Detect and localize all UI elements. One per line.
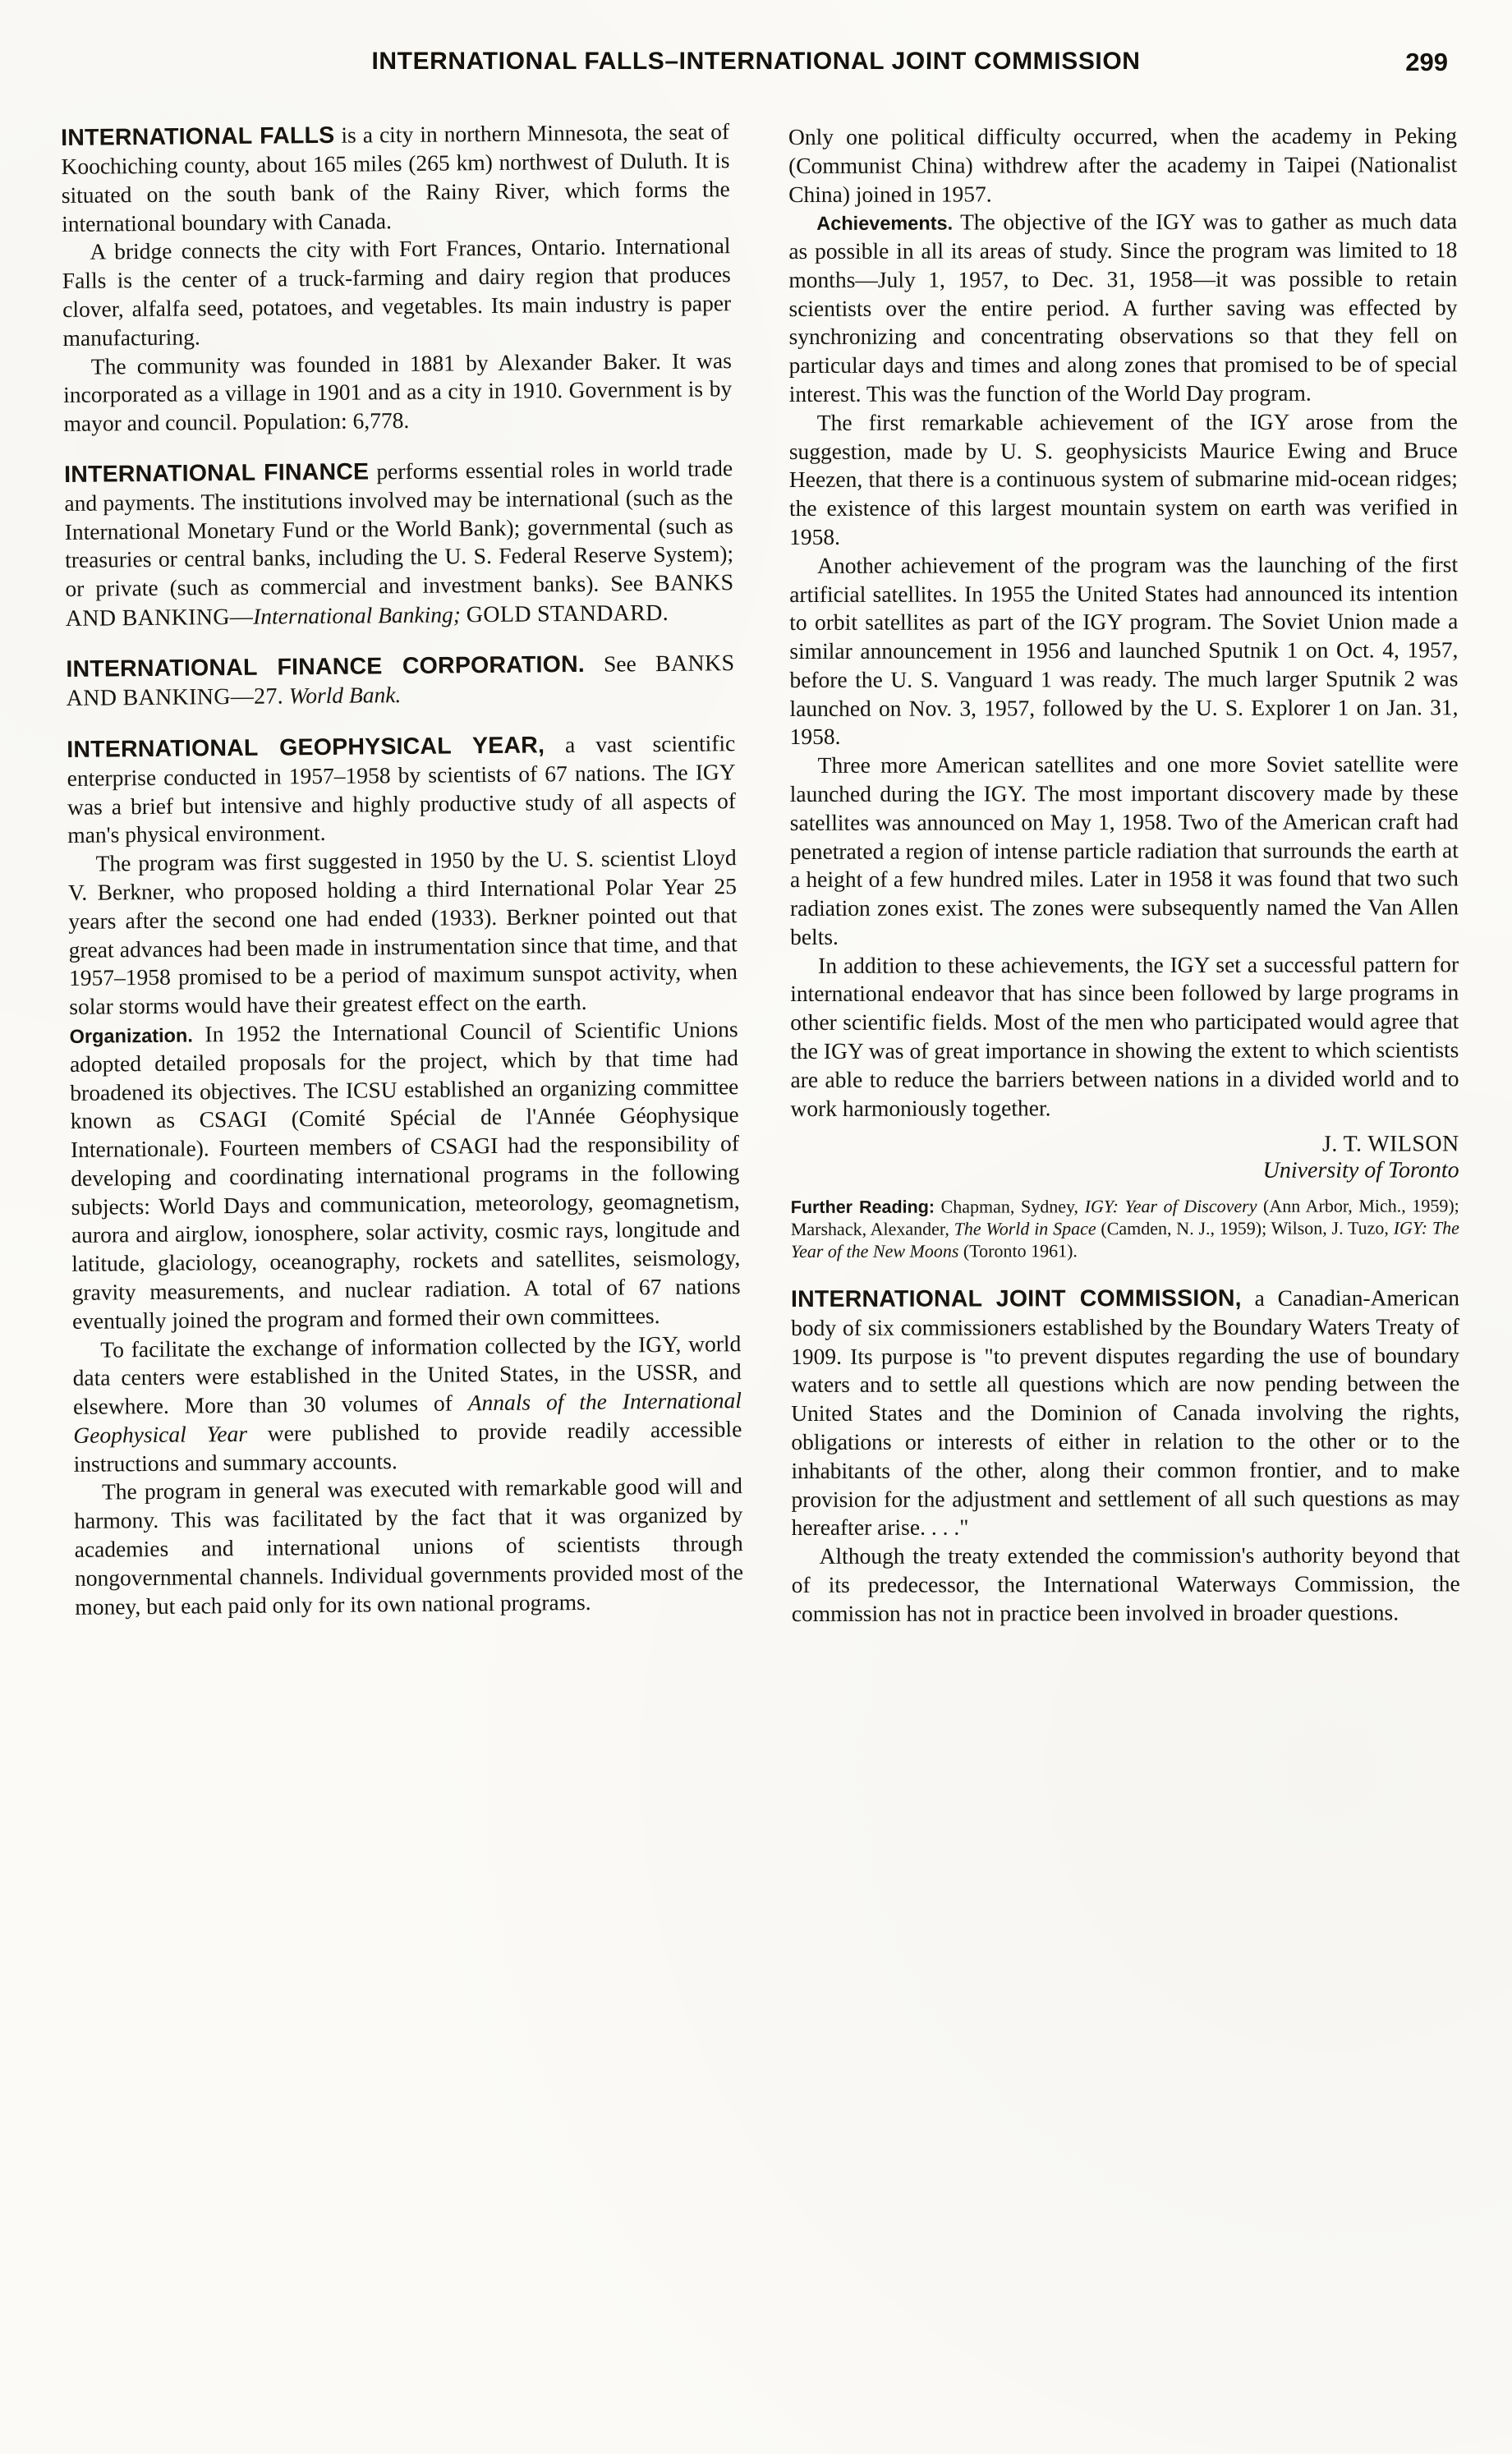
entry-body: is a city in northern Minnesota, the seat of Koochiching county, about 165 miles (265 km) northwest of Duluth. It is situated on the south bank of the Rainy River, which forms the international boundary with Canada. xyxy=(61,118,730,237)
achievements-section xyxy=(788,208,1458,409)
citation-title: IGY: Year of Discovery xyxy=(1084,1196,1257,1217)
citation-title: IGY: The Year of the New Moons xyxy=(790,1217,1459,1261)
paragraph: Although the treaty extended the commission's authority beyond that of its predecessor, the International Waterways Commission, the commission has not in practice been involved in broader questions. xyxy=(791,1542,1460,1626)
subhead-organization: Organization. xyxy=(69,1024,193,1047)
right-column xyxy=(788,122,1462,2415)
paragraph: Only one political difficulty occurred, when the academy in Peking (Communist China) withdrew after the academy in Taipei (Nationalist China) joined in 1957. xyxy=(788,122,1458,207)
paragraph: Another achievement of the program was the launching of the first artificial satellites. In 1955 the United States had announced its intention to orbit satellites as part of the IGY program. The Soviet Union made a similar announcement in 1956 and launched Sputnik 1 on Oct. 4, 1957, before the U. S. Vanguard 1 was ready. The much larger Sputnik 2 was launched on Nov. 3, 1957, followed by the U. S. Explorer 1 on Jan. 31, 1958. xyxy=(789,551,1459,750)
cross-reference-target-2[interactable]: GOLD STANDARD. xyxy=(466,600,669,627)
paragraph: The program was first suggested in 1950 by the U. S. scientist Lloyd V. Berkner, who proposed holding a third International Polar Year 25 years after the second one had ended (1933). Berkner pointed out that great advances had been made in instrumentation since that time, and that 1957–1958 promised to be a period of maximum sunspot activity, when solar storms would have their greatest effect on the earth. xyxy=(67,844,738,1020)
paragraph: In 1952 the International Council of Scientific Unions adopted detailed proposals for the project, which by that time had broadened its objectives. The ICSU established an organizing committee known as CSAGI (Comité Spécial de l'Année Géophysique Internationale). Fourteen members of CSAGI had the responsibility of developing and coordinating international programs in the following subjects: World Days and communication, meteorology, geomagnetism, aurora and airglow, ionosphere, solar activity, cosmic rays, longitude and latitude, glaciology, oceanography, rockets and satellites, seismology, gravity measurements, and nuclear radiation. A total of 67 nations eventually joined the program and formed their own committees. xyxy=(69,1016,741,1334)
paragraph: The community was founded in 1881 by Alexander Baker. It was incorporated as a village in 1901 and as a city in 1910. Government is by mayor and council. Population: 6,778. xyxy=(63,347,733,437)
headword-international-joint-commission: INTERNATIONAL JOINT COMMISSION, xyxy=(790,1284,1242,1312)
author-affiliation: University of Toronto xyxy=(1262,1157,1459,1184)
cross-reference-target[interactable]: BANKS AND BANKING—27. xyxy=(66,650,735,712)
entry-international-finance-corporation xyxy=(66,648,735,714)
citation-part: Chapman, Sydney, xyxy=(940,1196,1085,1217)
entry-international-geophysical-year xyxy=(67,728,736,850)
entry-body: a Canadian-American body of six commissioners established by the Boundary Waters Treaty of 1909. Its purpose is "to prevent disputes regarding the use of boundary waters and to settle all questions which are now pending between the United States and the Dominion of Canada involving the rights, obligations or interests of either in relation to the other or to the inhabitants of the other, along their common frontier, and to make provision for the adjustment and settlement of all such questions as may hereafter arise. . . ." xyxy=(791,1284,1460,1541)
paragraph: In addition to these achievements, the IGY set a successful pattern for international endeavor that has since been followed by large programs in other scientific fields. Most of the men who participated would agree that the IGY was of great importance in showing the extent to which scientists are able to reduce the barriers between nations in a divided world and to work harmoniously together. xyxy=(790,950,1459,1121)
paragraph-text: The objective of the IGY was to gather as much data as possible in all its areas of study. Since the program was limited to 18 months—July 1, 1957, to Dec. 31, 1958—it was possible to retain scientists over the entire period. A further saving was effected by synchronizing and concentrating observations so that they fell on particular days and times and along zones that promised to be of special interest. This was the function of the World Day program. xyxy=(788,208,1458,407)
byline xyxy=(791,1132,1459,1186)
headword-international-falls: INTERNATIONAL FALLS xyxy=(61,122,335,151)
entry-body: a vast scientific enterprise conducted in 1957–1958 by scientists of 67 nations. The IGY was a brief but intensive and highly productive study of all aspects of man's physical environment. xyxy=(67,730,737,848)
text-columns xyxy=(61,118,1460,2415)
see-label: See xyxy=(610,570,644,596)
left-column xyxy=(61,117,751,2415)
headword-international-geophysical-year: INTERNATIONAL GEOPHYSICAL YEAR, xyxy=(67,732,545,763)
cross-reference-target[interactable]: BANKS AND BANKING— xyxy=(65,570,734,632)
cross-reference-subtopic[interactable]: World Bank. xyxy=(288,682,402,709)
citation-part: (Toronto 1961). xyxy=(958,1240,1078,1261)
see-label: See xyxy=(603,650,637,677)
entry-body: performs essential roles in world trade and payments. The institutions involved may be international (such as the International Monetary Fund or the World Bank); governmental (such as treasuries or central banks, including the U. S. Federal Reserve System); or private (such as commercial and investment banks). xyxy=(64,455,734,602)
paragraph: The first remarkable achievement of the IGY arose from the suggestion, made by U. S. geophysicists Maurice Ewing and Bruce Heezen, that there is a continuous system of submarine mid-ocean ridges; the existence of this largest mountain system on earth was verified in 1958. xyxy=(788,408,1459,549)
running-head: INTERNATIONAL FALLS–INTERNATIONAL JOINT COMMISSION xyxy=(371,48,1141,75)
paragraph xyxy=(72,1330,742,1479)
paragraph: The program in general was executed with remarkable good will and harmony. This was facilitated by the fact that it was organized by academies and international unions of scientists through nongovernmental channels. Individual governments provided most of the money, but each paid only for its own national programs. xyxy=(74,1473,744,1620)
further-reading-label: Further Reading: xyxy=(790,1197,935,1218)
page-number: 299 xyxy=(1405,48,1448,76)
cross-reference-subtopic[interactable]: International Banking; xyxy=(252,601,462,629)
citation-part: (Camden, N. J., 1959); Wilson, J. Tuzo, xyxy=(1096,1217,1394,1239)
further-reading xyxy=(791,1196,1459,1263)
entry-international-finance xyxy=(64,453,734,633)
author-name: J. T. WILSON xyxy=(1321,1131,1459,1157)
paragraph-text: To facilitate the exchange of information collected by the IGY, world data centers were established in the United States, in the USSR, and elsewhere. More than 30 volumes of xyxy=(72,1330,742,1420)
paragraph: A bridge connects the city with Fort Frances, Ontario. International Falls is the center of a truck-farming and dairy region that produces clover, alfalfa seed, potatoes, and vegetables. Its main industry is paper manufacturing. xyxy=(62,232,732,351)
headword-international-finance: INTERNATIONAL FINANCE xyxy=(63,458,370,488)
organization-section xyxy=(70,1015,742,1335)
subhead-achievements: Achievements. xyxy=(816,212,954,235)
citation-part: (Ann Arbor, Mich., 1959); Marshack, Alexander, xyxy=(790,1195,1459,1240)
headword-international-finance-corporation: INTERNATIONAL FINANCE CORPORATION. xyxy=(66,650,586,683)
entry-international-falls xyxy=(61,117,730,238)
paragraph-tail: were published to provide readily accessible instructions and summary accounts. xyxy=(73,1416,742,1477)
annals-title: Annals of the International Geophysical Year xyxy=(73,1387,742,1448)
entry-international-joint-commission xyxy=(791,1283,1460,1542)
paragraph: Three more American satellites and one more Soviet satellite were launched during the IGY. The most important discovery made by these satellites was announced on May 1, 1958. Two of the American craft had penetrated a region of intense particle radiation that surrounds the earth at a height of a few hundred miles. Later in 1958 it was found that two such radiation zones exist. The zones were subsequently named the Van Allen belts. xyxy=(789,751,1459,949)
entry-gap xyxy=(791,1261,1459,1284)
citation-title: The World in Space xyxy=(954,1218,1096,1239)
